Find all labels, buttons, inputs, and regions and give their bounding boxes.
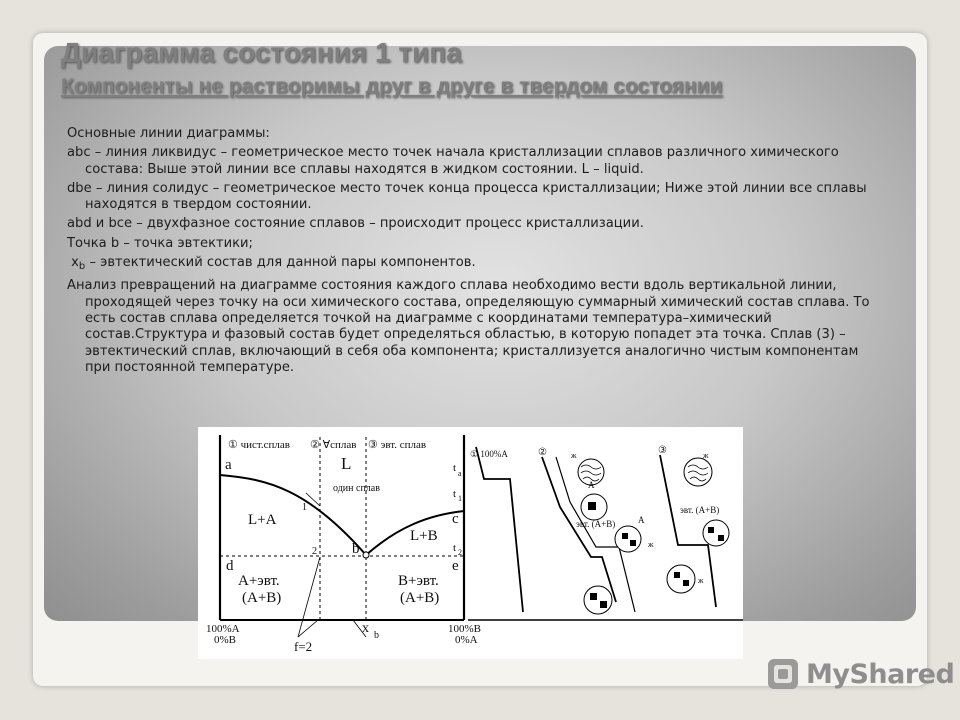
region-a-eutectic-ab: (A+B) <box>242 590 282 606</box>
micro-3-eut-b <box>718 535 724 541</box>
myshared-logo <box>766 656 954 692</box>
logo-icon <box>766 657 800 691</box>
cooling-curve-1 <box>476 447 523 612</box>
point-a: a <box>225 457 232 473</box>
f2-label: f=2 <box>294 639 313 654</box>
point-b-marker <box>363 552 369 558</box>
micro-2-zh: ж <box>571 451 577 460</box>
temp-t2: t <box>453 542 457 554</box>
micro-3-evt: эвт. (A+B) <box>680 505 720 515</box>
header-pure-alloy: ① чист.сплав <box>228 439 290 451</box>
micro-3-solid <box>667 565 695 593</box>
phase-diagram-image <box>198 427 743 659</box>
region-b-eutectic: B+эвт. <box>398 573 439 589</box>
axis-left-0b: 0%B <box>214 634 236 646</box>
micro-2-eut-b <box>630 540 636 546</box>
point-d: d <box>226 558 234 574</box>
temp-t1: t <box>453 488 457 500</box>
micro-3-zh2: ж <box>698 576 704 585</box>
label-one-alloy: один сплав <box>333 483 380 494</box>
point-2: 2 <box>312 546 317 557</box>
micro-2-eut-a <box>622 533 628 539</box>
temp-ta-sub: a <box>458 469 462 478</box>
curve3-header: ③ <box>658 445 667 456</box>
temp-t1-sub: 1 <box>458 494 462 503</box>
xb-label-sub: b <box>374 630 379 641</box>
region-l-plus-b: L+B <box>410 528 438 544</box>
temp-ta: t <box>453 462 457 474</box>
paragraph-eutectic-point: Точка b – точка эвтектики; <box>67 235 253 251</box>
xb-sub: b <box>78 261 86 273</box>
point-e: e <box>452 558 459 574</box>
micro-3-eutectic <box>703 520 729 546</box>
f2-pointer-2 <box>298 557 320 637</box>
paragraph-liquidus: abc – линия ликвидус – геометрическое место точек начала кристаллизации сплавов различного химического состава: Выше этой линии все сплавы находятся в жидком состоянии. L – liquid. <box>67 145 839 177</box>
logo-text: MyShared <box>806 658 955 690</box>
region-l-plus-a: L+A <box>248 512 277 528</box>
curve2-header: ② <box>538 447 547 458</box>
paragraph-solidus: dbe – линия солидус – геометрическое место точек конца процесса кристаллизации; Ниже этой линии все сплавы находятся в твердом состоянии. <box>67 180 867 213</box>
micro-3-solid-b <box>683 580 689 586</box>
micro-2-crystal-a <box>588 502 596 510</box>
micro-2-evt: эвт. (A+B) <box>576 519 616 529</box>
paragraph-eutectic-composition <box>67 255 887 275</box>
region-liquid: L <box>341 454 352 473</box>
axis-right-100b: 100%B <box>448 623 481 635</box>
point-1: 1 <box>302 502 307 513</box>
xb-label: x <box>362 621 369 636</box>
body-text <box>67 126 887 379</box>
temp-t2-sub: 2 <box>458 548 462 557</box>
curve1-header: ① 100%A <box>470 449 508 459</box>
header-any-alloy: ② ∀сплав <box>310 439 357 451</box>
micro-2-A2: A <box>638 515 645 525</box>
f2-pointer <box>298 620 318 637</box>
xb-var: x <box>71 255 79 271</box>
micro-2-zh2: ж <box>648 540 654 549</box>
axis-left-100a: 100%A <box>206 623 240 635</box>
micro-3-zh: ж <box>703 451 709 460</box>
point-c: c <box>452 511 459 527</box>
cooling-curve-2 <box>542 457 616 602</box>
label-pointer <box>306 493 320 506</box>
paragraph-lines-intro: Основные линии диаграммы: <box>67 126 270 141</box>
micro-2-A: A <box>588 480 595 490</box>
micro-2-solid <box>584 586 612 614</box>
header-eutectic-alloy: ③ эвт. сплав <box>368 439 427 451</box>
region-b-eutectic-ab: (A+B) <box>400 590 440 606</box>
paragraph-two-phase: abd и bce – двухфазное состояние сплавов – происходит процесс кристаллизации. <box>67 216 644 232</box>
slide-subtitle: Компоненты не растворимы друг в друге в твердом состоянии <box>61 75 723 98</box>
region-a-eutectic: A+эвт. <box>238 573 280 589</box>
micro-3-liquid <box>684 458 712 486</box>
micro-3-solid-a <box>674 572 680 578</box>
micro-3-eut-a <box>708 527 714 533</box>
phase-diagram-svg <box>198 427 743 659</box>
slide-title: Диаграмма состояния 1 типа <box>61 37 462 68</box>
micro-2-solid-a <box>590 593 597 600</box>
axis-right-0a: 0%A <box>455 634 478 646</box>
micro-2-solid-b <box>600 601 607 608</box>
xb-rest: – эвтектический состав для данной пары компонентов. <box>85 255 476 271</box>
paragraph-analysis: Анализ превращений на диаграмме состояния каждого сплава необходимо вести вдоль вертикальной линии, проходящей через точку на оси химического состава, определяющую суммарный химический состав сплава. То есть состав сплава определяется точкой на диаграмме с координатами температура–химический состав.Структура и фазовый состав будет определяться областью, в которую попадет эта точка. Сплав (3) – эвтектический сплав, включающий в себя оба компонента; кристаллизуется аналогично чистым компонентам при постоянной температуре. <box>67 278 870 375</box>
point-b: b <box>352 541 360 557</box>
